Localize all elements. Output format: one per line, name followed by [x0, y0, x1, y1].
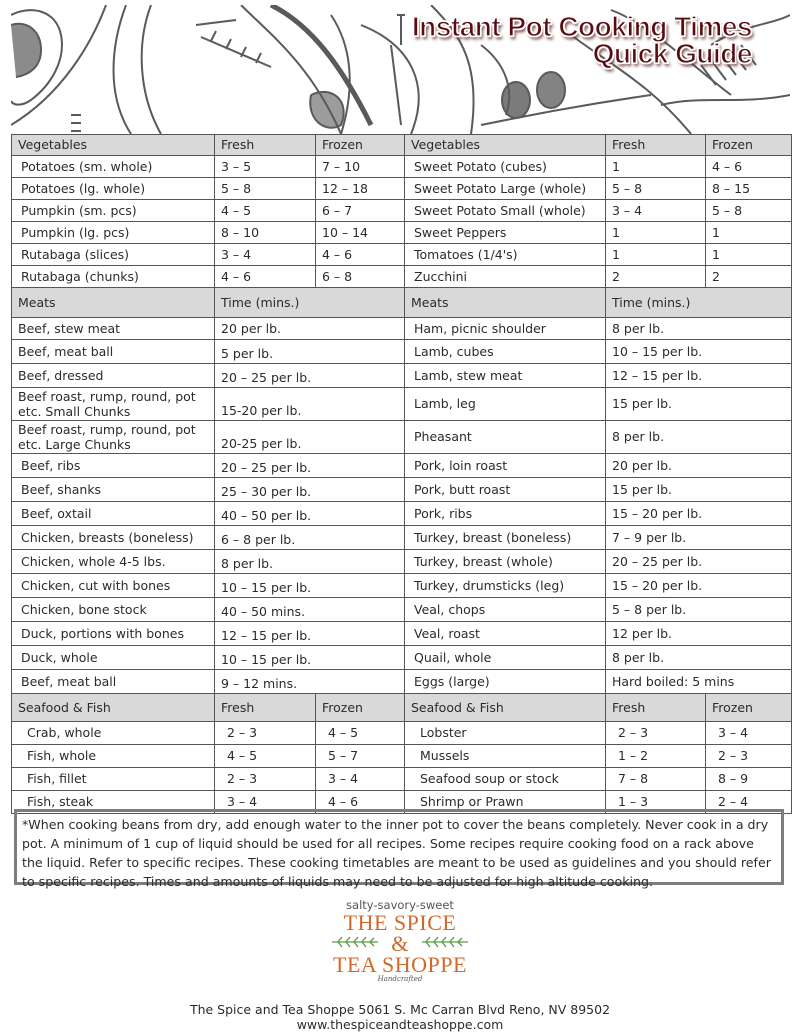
value-cell: 8 – 10 — [215, 222, 316, 244]
header-cell: Frozen — [316, 135, 405, 156]
value-cell: 10 – 15 per lb. — [215, 646, 405, 670]
value-cell: 25 – 30 per lb. — [215, 478, 405, 502]
table-row — [12, 745, 792, 768]
item-cell: Turkey, breast (boneless) — [405, 526, 606, 550]
value-cell: 7 – 9 per lb. — [606, 526, 792, 550]
table-row — [12, 550, 792, 574]
value-cell: 4 – 6 — [215, 266, 316, 288]
item-cell: Beef, shanks — [12, 478, 215, 502]
item-cell: Rutabaga (slices) — [12, 244, 215, 266]
item-cell: Veal, chops — [405, 598, 606, 622]
item-cell: Sweet Potato (cubes) — [405, 156, 606, 178]
logo-subtitle: Handcrafted — [377, 975, 423, 983]
item-cell: Fish, fillet — [12, 768, 215, 791]
table-row — [12, 222, 792, 244]
value-cell: 7 – 8 — [606, 768, 706, 791]
value-cell: 8 per lb. — [606, 646, 792, 670]
value-cell: 4 – 5 — [316, 722, 405, 745]
value-cell: 5 – 8 — [215, 178, 316, 200]
value-cell: 2 – 3 — [706, 745, 792, 768]
page-title — [412, 13, 752, 67]
value-cell: 20 – 25 per lb. — [606, 550, 792, 574]
value-cell: 8 – 9 — [706, 768, 792, 791]
header-cell: Frozen — [706, 135, 792, 156]
value-cell: 10 – 15 per lb. — [606, 340, 792, 364]
header-cell: Seafood & Fish — [405, 694, 606, 722]
header-cell: Meats — [12, 288, 215, 318]
footnote-box: *When cooking beans from dry, add enough water to the inner pot to cover the beans completely. Never cook in a dry pot. A minimum of 1 cup of liquid should be used for all recipes. Some recipes require cooking food on a rack above the liquid. Refer to specific recipes. These cooking timetables are meant to be used as guidelines and you should refer to specific recipes. Times and amounts of liquids may need to be adjusted for high altitude cooking. — [14, 809, 784, 885]
value-cell: 15 – 20 per lb. — [606, 502, 792, 526]
table-row — [12, 478, 792, 502]
header-cell: Time (mins.) — [606, 288, 792, 318]
logo-line-1: THE SPICE — [343, 910, 457, 935]
value-cell: 1 — [606, 156, 706, 178]
header-banner — [11, 5, 790, 134]
item-cell: Beef, oxtail — [12, 502, 215, 526]
value-cell: 8 per lb. — [606, 318, 792, 340]
footer-website[interactable]: www.thespiceandteashoppe.com — [296, 1017, 504, 1032]
header-cell: Seafood & Fish — [12, 694, 215, 722]
cooking-times-table — [11, 134, 792, 814]
value-cell: 20 – 25 per lb. — [215, 454, 405, 478]
value-cell: 15 – 20 per lb. — [606, 574, 792, 598]
value-cell: 3 – 4 — [215, 791, 316, 814]
value-cell: 2 – 3 — [215, 768, 316, 791]
item-cell: Turkey, breast (whole) — [405, 550, 606, 574]
item-cell: Pork, loin roast — [405, 454, 606, 478]
table-row — [12, 502, 792, 526]
value-cell: 8 per lb. — [215, 550, 405, 574]
table-row — [12, 340, 792, 364]
table-row — [12, 526, 792, 550]
logo-tagline: salty-savory-sweet — [346, 898, 454, 912]
item-cell: Beef roast, rump, round, pot etc. Small Chunks — [12, 388, 215, 421]
header-cell: Vegetables — [12, 135, 215, 156]
seafood-header-row — [12, 694, 792, 722]
value-cell: 12 – 15 per lb. — [606, 364, 792, 388]
item-cell: Eggs (large) — [405, 670, 606, 694]
value-cell: 15-20 per lb. — [215, 388, 405, 421]
table-row — [12, 598, 792, 622]
item-cell: Sweet Potato Large (whole) — [405, 178, 606, 200]
item-cell: Veal, roast — [405, 622, 606, 646]
item-cell: Rutabaga (chunks) — [12, 266, 215, 288]
value-cell: Hard boiled: 5 mins — [606, 670, 792, 694]
table-row — [12, 244, 792, 266]
title-line-2: Quick Guide — [592, 38, 752, 69]
table-row — [12, 768, 792, 791]
logo-amp-row — [330, 933, 470, 954]
table-row — [12, 364, 792, 388]
value-cell: 10 – 14 — [316, 222, 405, 244]
footer-address: The Spice and Tea Shoppe 5061 S. Mc Carran Blvd Reno, NV 89502 — [189, 1002, 611, 1017]
header-cell: Time (mins.) — [215, 288, 405, 318]
value-cell: 5 – 8 — [706, 200, 792, 222]
item-cell: Sweet Potato Small (whole) — [405, 200, 606, 222]
item-cell: Seafood soup or stock — [405, 768, 606, 791]
item-cell: Potatoes (lg. whole) — [12, 178, 215, 200]
value-cell: 8 per lb. — [606, 421, 792, 454]
value-cell: 4 – 5 — [215, 200, 316, 222]
item-cell: Fish, steak — [12, 791, 215, 814]
item-cell: Lamb, cubes — [405, 340, 606, 364]
value-cell: 10 – 15 per lb. — [215, 574, 405, 598]
meats-header-row — [12, 288, 792, 318]
value-cell: 1 – 2 — [606, 745, 706, 768]
header-cell: Fresh — [215, 694, 316, 722]
item-cell: Lobster — [405, 722, 606, 745]
value-cell: 4 – 6 — [316, 244, 405, 266]
value-cell: 15 per lb. — [606, 478, 792, 502]
item-cell: Pumpkin (sm. pcs) — [12, 200, 215, 222]
item-cell: Beef roast, rump, round, pot etc. Large Chunks — [12, 421, 215, 454]
logo-ampersand: & — [391, 931, 409, 956]
table-row — [12, 670, 792, 694]
value-cell: 3 – 4 — [316, 768, 405, 791]
item-cell: Zucchini — [405, 266, 606, 288]
item-cell: Pork, butt roast — [405, 478, 606, 502]
header-cell: Frozen — [316, 694, 405, 722]
value-cell: 4 – 6 — [316, 791, 405, 814]
item-cell: Lamb, stew meat — [405, 364, 606, 388]
table-row — [12, 421, 792, 454]
table-row — [12, 318, 792, 340]
logo-line-2: TEA SHOPPE — [333, 952, 467, 977]
value-cell: 3 – 4 — [215, 244, 316, 266]
table-row — [12, 622, 792, 646]
value-cell: 5 – 7 — [316, 745, 405, 768]
table-row — [12, 722, 792, 745]
item-cell: Beef, meat ball — [12, 340, 215, 364]
value-cell: 2 — [606, 266, 706, 288]
value-cell: 12 – 18 — [316, 178, 405, 200]
item-cell: Tomatoes (1/4's) — [405, 244, 606, 266]
item-cell: Chicken, whole 4-5 lbs. — [12, 550, 215, 574]
table-row — [12, 454, 792, 478]
value-cell: 20 per lb. — [215, 318, 405, 340]
value-cell: 2 – 4 — [706, 791, 792, 814]
vegetables-header-row — [12, 135, 792, 156]
value-cell: 15 per lb. — [606, 388, 792, 421]
item-cell: Crab, whole — [12, 722, 215, 745]
value-cell: 2 — [706, 266, 792, 288]
value-cell: 1 — [706, 244, 792, 266]
item-cell: Pheasant — [405, 421, 606, 454]
value-cell: 1 – 3 — [606, 791, 706, 814]
value-cell: 2 – 3 — [215, 722, 316, 745]
item-cell: Potatoes (sm. whole) — [12, 156, 215, 178]
value-cell: 9 – 12 mins. — [215, 670, 405, 694]
value-cell: 5 – 8 — [606, 178, 706, 200]
item-cell: Chicken, breasts (boneless) — [12, 526, 215, 550]
header-cell: Fresh — [215, 135, 316, 156]
value-cell: 1 — [606, 222, 706, 244]
header-cell: Fresh — [606, 135, 706, 156]
shop-logo — [330, 898, 470, 986]
header-cell: Fresh — [606, 694, 706, 722]
item-cell: Mussels — [405, 745, 606, 768]
item-cell: Duck, portions with bones — [12, 622, 215, 646]
table-row — [12, 178, 792, 200]
value-cell: 4 – 5 — [215, 745, 316, 768]
value-cell: 20-25 per lb. — [215, 421, 405, 454]
table-row — [12, 156, 792, 178]
value-cell: 1 — [706, 222, 792, 244]
value-cell: 6 – 8 per lb. — [215, 526, 405, 550]
value-cell: 3 – 5 — [215, 156, 316, 178]
value-cell: 8 – 15 — [706, 178, 792, 200]
value-cell: 4 – 6 — [706, 156, 792, 178]
table-row — [12, 200, 792, 222]
value-cell: 7 – 10 — [316, 156, 405, 178]
item-cell: Turkey, drumsticks (leg) — [405, 574, 606, 598]
value-cell: 20 – 25 per lb. — [215, 364, 405, 388]
table-row — [12, 266, 792, 288]
herb-sprig-icon — [332, 935, 378, 949]
header-cell: Vegetables — [405, 135, 606, 156]
value-cell: 12 per lb. — [606, 622, 792, 646]
item-cell: Shrimp or Prawn — [405, 791, 606, 814]
item-cell: Pumpkin (lg. pcs) — [12, 222, 215, 244]
header-cell: Frozen — [706, 694, 792, 722]
item-cell: Lamb, leg — [405, 388, 606, 421]
item-cell: Beef, ribs — [12, 454, 215, 478]
item-cell: Beef, meat ball — [12, 670, 215, 694]
item-cell: Beef, stew meat — [12, 318, 215, 340]
value-cell: 3 – 4 — [606, 200, 706, 222]
value-cell: 6 – 8 — [316, 266, 405, 288]
header-cell: Meats — [405, 288, 606, 318]
value-cell: 2 – 3 — [606, 722, 706, 745]
value-cell: 6 – 7 — [316, 200, 405, 222]
item-cell: Duck, whole — [12, 646, 215, 670]
value-cell: 20 per lb. — [606, 454, 792, 478]
item-cell: Beef, dressed — [12, 364, 215, 388]
table-row — [12, 646, 792, 670]
item-cell: Chicken, cut with bones — [12, 574, 215, 598]
value-cell: 40 – 50 per lb. — [215, 502, 405, 526]
value-cell: 3 – 4 — [706, 722, 792, 745]
value-cell: 40 – 50 mins. — [215, 598, 405, 622]
item-cell: Quail, whole — [405, 646, 606, 670]
title-line-1: Instant Pot Cooking Times — [411, 11, 752, 42]
item-cell: Fish, whole — [12, 745, 215, 768]
value-cell: 12 – 15 per lb. — [215, 622, 405, 646]
item-cell: Chicken, bone stock — [12, 598, 215, 622]
value-cell: 5 per lb. — [215, 340, 405, 364]
table-row — [12, 388, 792, 421]
item-cell: Ham, picnic shoulder — [405, 318, 606, 340]
item-cell: Pork, ribs — [405, 502, 606, 526]
value-cell: 5 – 8 per lb. — [606, 598, 792, 622]
table-row — [12, 574, 792, 598]
herb-sprig-icon — [422, 935, 468, 949]
value-cell: 1 — [606, 244, 706, 266]
item-cell: Sweet Peppers — [405, 222, 606, 244]
